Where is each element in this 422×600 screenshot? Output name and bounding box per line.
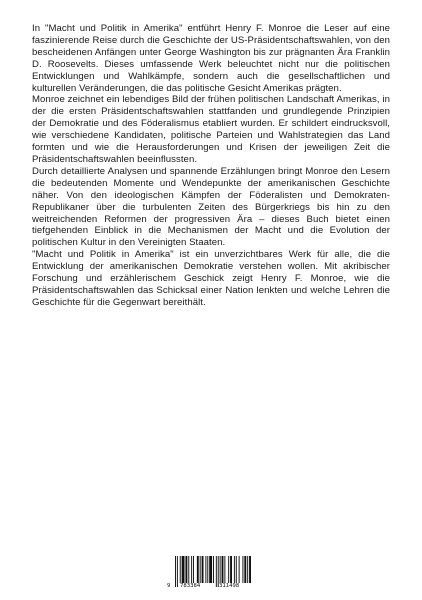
barcode-bar	[244, 556, 246, 583]
barcode-bar	[205, 556, 206, 583]
barcode-bar	[224, 556, 225, 583]
blurb-paragraph: In "Macht und Politik in Amerika" entführt Henry F. Monroe die Leser auf eine faszinierende Reise durch die Geschichte der US-Präsidentschaftswahlen, von den bescheidenen Anfängen unter George Washington bis zur prägnanten Ära Franklin D. Roosevelts. Dieses umfassende Werk beleuchtet nicht nur die politischen Entwicklungen und Wahlkämpfe, sondern auch die gesellschaftlichen und kulturellen Veränderungen, die das politische Gesicht Amerikas prägten.	[32, 23, 390, 94]
barcode-bar	[220, 556, 221, 583]
back-cover-blurb	[32, 23, 390, 309]
barcode-bar	[239, 556, 240, 583]
barcode-bar	[242, 556, 243, 583]
barcode-bar	[213, 556, 214, 583]
barcode-bar	[191, 556, 192, 583]
barcode-digit-first: 9	[167, 583, 171, 589]
barcode-bar	[228, 556, 229, 583]
barcode-bar	[193, 556, 194, 583]
barcode-digit-group-right: 311498	[219, 583, 240, 589]
barcode-bar	[234, 556, 235, 583]
barcode-bar	[236, 556, 237, 583]
barcode-bar	[188, 556, 189, 583]
barcode-bar	[249, 556, 251, 583]
barcode-bar	[209, 556, 212, 583]
blurb-paragraph: Durch detaillierte Analysen und spannende Erzählungen bringt Monroe den Lesern die bedeutenden Momente und Wendepunkte der amerikanischen Geschichte näher. Von den ideologischen Kämpfen der Föderalisten und Demokraten-Republikaner über die turbulenten Zeiten des Bürgerkriegs bis hin zu den weitreichenden Reformen der progressiven Ära – dieses Buch bietet einen tiefgehenden Einblick in die Mechanismen der Macht und die Evolution der politischen Kultur in den Vereinigten Staaten.	[32, 165, 390, 249]
barcode-digit-group-left: 783384	[180, 583, 201, 589]
barcode-bar	[202, 556, 204, 583]
barcode-bar	[197, 556, 199, 583]
barcode-bar	[200, 556, 201, 583]
barcode-bar	[180, 556, 181, 583]
isbn-barcode	[167, 556, 255, 596]
blurb-paragraph: "Macht und Politik in Amerika" ist ein unverzichtbares Werk für alle, die die Entwicklung der amerikanischen Demokratie verstehen wollen. Mit akribischer Forschung und erzählerischem Geschick zeigt Henry F. Monroe, wie die Präsidentschaftswahlen das Schicksal einer Nation lenkten und welche Lehren die Geschichte für die Gegenwart bereithält.	[32, 249, 390, 308]
barcode-bar	[247, 556, 248, 583]
barcode-bar	[182, 556, 185, 583]
barcode-bar	[185, 556, 187, 583]
barcode-bar	[222, 556, 224, 583]
blurb-paragraph: Monroe zeichnet ein lebendiges Bild der frühen politischen Landschaft Amerikas, in der die ersten Präsidentschaftswahlen stattfanden und grundlegende Prinzipien der Demokratie und des Föderalismus etabliert wurden. Er schildert eindrucksvoll, wie verschiedene Kandidaten, politische Parteien und Wahlstrategien das Land formten und wie die Herausforderungen und Krisen der jeweiligen Zeit die Präsidentschaftswahlen beeinflussten.	[32, 94, 390, 165]
barcode-digits	[167, 583, 255, 593]
barcode-bar	[207, 556, 208, 583]
barcode-bar	[230, 556, 232, 583]
